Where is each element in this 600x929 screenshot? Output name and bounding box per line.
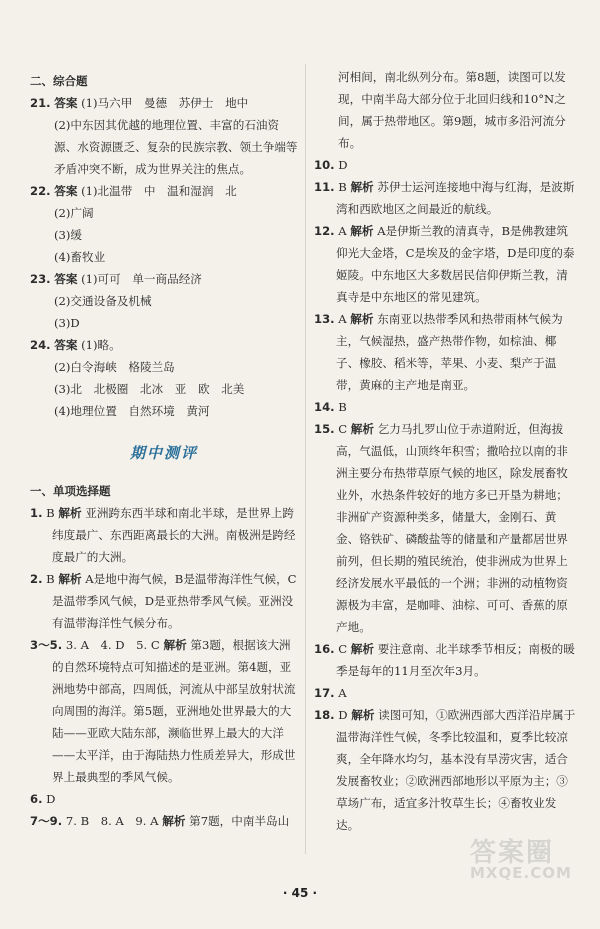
section-title-comprehensive: 二、综合题 (30, 74, 88, 88)
question-16: 16. C 解析 要注意南、北半球季节相反；南极的暖季是每年的11月至次年3月。 (314, 642, 575, 678)
question-7-9-continued: 河相间，南北纵列分布。第8题，读图可以发现，中南半岛大部分位于北回归线和10°N之间，属于热带地区。第9题，城市多沿河流分布。 (338, 70, 566, 150)
section-title-single-choice: 一、单项选择题 (30, 484, 111, 498)
question-21: 21. 答案 (1)马六甲 曼德 苏伊士 地中 (2)中东因其优越的地理位置、丰富的石油资源、水资源匮乏、复杂的民族宗教、领土争端等矛盾冲突不断，成为世界关注的焦点。 (30, 96, 298, 176)
page-number: · 45 · (282, 886, 318, 900)
question-7-9: 7～9. 7. B 8. A 9. A 解析 第7题，中南半岛山 (30, 814, 290, 828)
question-23: 23. 答案 (1)可可 单一商品经济 (2)交通设备及机械 (3)D (30, 272, 202, 330)
question-13: 13. A 解析 东南亚以热带季风和热带雨林气候为主，气候湿热，盛产热带作物，如棕油、椰子、橡胶、稻米等，苹果、小麦、梨产于温带，黄麻的主产地是南亚。 (314, 312, 563, 392)
question-24: 24. 答案 (1)略。 (2)白令海峡 格陵兰岛 (3)北 北极圈 北冰 亚 欧 北美 (4)地理位置 自然环境 黄河 (30, 338, 245, 418)
question-10: 10. D (314, 158, 348, 172)
column-divider (305, 64, 306, 854)
question-22: 22. 答案 (1)北温带 中 温和湿润 北 (2)广阔 (3)缓 (4)畜牧业 (30, 184, 237, 264)
question-18: 18. D 解析 读图可知，①欧洲西部大西洋沿岸属于温带海洋性气候，冬季比较温和，夏季比较凉爽，全年降水均匀，基本没有旱涝灾害，适合发展畜牧业；②欧洲西部地形以平原为主；③草场广布，适宜多汁牧草生长；④畜牧业发达。 (314, 708, 576, 832)
question-14: 14. B (314, 400, 347, 414)
left-column (30, 58, 298, 832)
question-17: 17. A (314, 686, 347, 700)
question-3-5: 3～5. 3. A 4. D 5. C 解析 第3题，根据该大洲的自然环境特点可知描述的是亚洲。第4题，亚洲地势中部高，四周低，河流从中部呈放射状流向周围的海洋。第5题，亚洲地处世界最大的大陆——亚欧大陆东部，濒临世界上最大的大洋——太平洋，由于海陆热力性质差异大，形成世界上最典型的季风气候。 (30, 638, 296, 784)
question-15: 15. C 解析 乞力马扎罗山位于赤道附近，但海拔高，气温低，山顶终年积雪；撒哈拉以南的非洲主要分布热带草原气候的地区，除发展畜牧业外，水热条件较好的地方多已开垦为耕地；非洲矿产资源种类多，储量大，金刚石、黄金、铬铁矿、磷酸盐等的储量和产量都居世界前列，但长期的殖民统治，使非洲成为世界上经济发展水平最低的一个洲；非洲的动植物资源极为丰富，是咖啡、油棕、可可、香蕉的原产地。 (314, 422, 568, 634)
right-column (314, 66, 576, 836)
question-12: 12. A 解析 A是伊斯兰教的清真寺，B是佛教建筑仰光大金塔，C是埃及的金字塔，D是印度的泰姬陵。中东地区大多数居民信仰伊斯兰教，清真寺是中东地区的常见建筑。 (314, 224, 575, 304)
question-11: 11. B 解析 苏伊士运河连接地中海与红海，是波斯湾和西欧地区之间最近的航线。 (314, 180, 575, 216)
question-1: 1. B 解析 亚洲跨东西半球和南北半球，是世界上跨纬度最广、东西距离最长的大洲。南极洲是跨经度最广的大洲。 (30, 506, 296, 564)
midterm-heading: 期中测评 (129, 444, 198, 462)
question-6: 6. D (30, 792, 56, 806)
question-2: 2. B 解析 A是地中海气候，B是温带海洋性气候，C是温带季风气候，D是亚热带季风气候。亚洲没有温带海洋性气候分布。 (30, 572, 297, 630)
watermark-logo: 答案圈 MXQE.COM (470, 838, 572, 882)
